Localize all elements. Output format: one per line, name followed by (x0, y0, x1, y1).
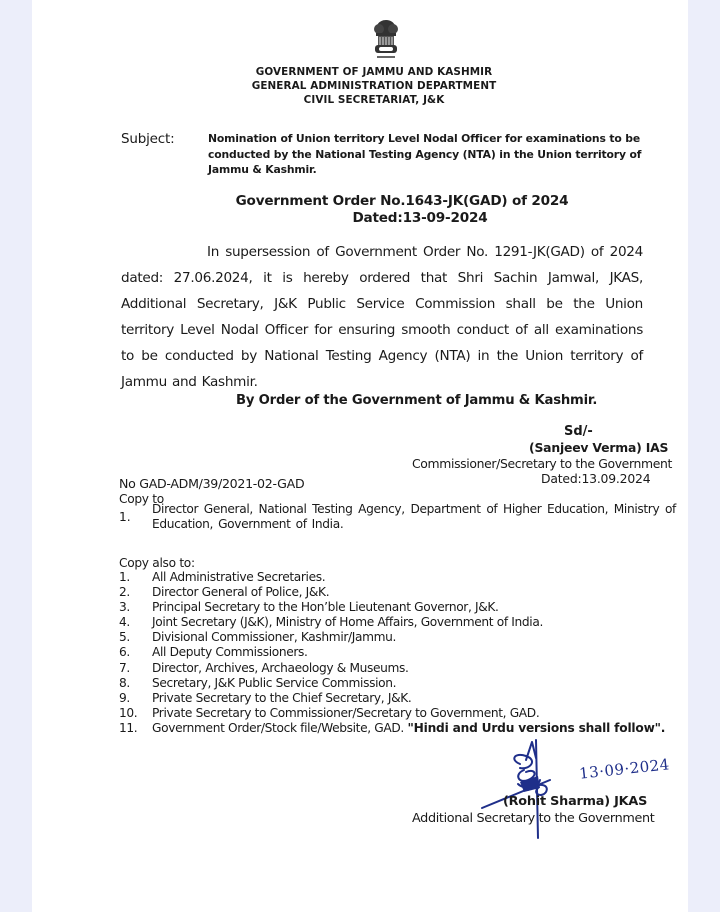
list-item-number: 11. (119, 720, 138, 735)
order-date: Dated:13-09-2024 (352, 210, 488, 226)
copy-also-list (119, 570, 665, 736)
list-item (119, 615, 665, 630)
list-item-number: 3. (119, 600, 130, 615)
list-item-text: Government Order/Stock file/Website, GAD. (152, 720, 404, 735)
list-item (119, 706, 665, 721)
list-item-text: Principal Secretary to the Hon’ble Lieutenant Governor, J&K. (152, 600, 499, 615)
list-item-text: Divisional Commissioner, Kashmir/Jammu. (152, 630, 397, 645)
signatory-name: (Sanjeev Verma) IAS (529, 440, 669, 455)
list-item (119, 630, 665, 645)
by-order-line: By Order of the Government of Jammu & Kashmir. (236, 393, 598, 408)
signatory-designation: Commissioner/Secretary to the Government (412, 456, 672, 471)
list-item (119, 570, 665, 585)
list-item (119, 691, 665, 706)
header-department: GENERAL ADMINISTRATION DEPARTMENT (251, 80, 497, 92)
reference-number: No GAD-ADM/39/2021-02-GAD (119, 476, 305, 491)
handwritten-date: 13·09·2024 (578, 755, 671, 783)
list-item (119, 661, 665, 676)
subject-label: Subject: (121, 131, 175, 147)
subject-text: Nomination of Union territory Level Nodal Officer for examinations to be conducted by the National Testing Agency (NTA) in the Union territory of Jammu & Kashmir. (208, 132, 642, 176)
language-note: "Hindi and Urdu versions shall follow". (407, 720, 666, 735)
header-secretariat: CIVIL SECRETARIAT, J&K (303, 94, 445, 106)
list-item-number: 6. (119, 645, 130, 660)
list-item-number: 8. (119, 675, 130, 690)
copy-to-label: Copy to (119, 492, 164, 506)
header-government: GOVERNMENT OF JAMMU AND KASHMIR (255, 66, 493, 78)
list-item-number: 4. (119, 615, 130, 630)
list-item-text: All Administrative Secretaries. (152, 570, 326, 584)
list-item-text: Joint Secretary (J&K), Ministry of Home Affairs, Government of India. (152, 615, 543, 630)
list-item-text: Private Secretary to Commissioner/Secretary to Government, GAD. (152, 705, 540, 720)
list-item-number: 9. (119, 690, 130, 705)
list-item-text: Secretary, J&K Public Service Commission. (152, 675, 397, 690)
copy-to-item-text: Director General, National Testing Agency, Department of Higher Education, Ministry of Education, Government of India. (152, 502, 676, 531)
list-item (119, 645, 665, 660)
list-item-text: Director General of Police, J&K. (152, 585, 330, 600)
copy-also-label: Copy also to: (119, 556, 195, 570)
list-item-number: 10. (119, 705, 138, 720)
list-item-text: Director, Archives, Archaeology & Museums. (152, 660, 409, 675)
order-body: In supersession of Government Order No. 1291-JK(GAD) of 2024 dated: 27.06.2024, it is hereby ordered that Shri Sachin Jamwal, JKAS, Additional Secretary, J&K Public Service Commission shall be the Union territory Level Nodal Officer for ensuring smooth conduct of all examinations to be conducted by National Testing Agency (NTA) in the Union territory of Jammu and Kashmir. (121, 244, 643, 390)
copy-to-item-number: 1. (119, 510, 131, 524)
endorser-name: (Rohit Sharma) JKAS (503, 794, 648, 809)
list-item-text: Private Secretary to the Chief Secretary, J&K. (152, 690, 412, 705)
list-item-number: 7. (119, 660, 130, 675)
list-item-number: 2. (119, 585, 130, 600)
list-item (119, 676, 665, 691)
list-item-number: 1. (119, 570, 130, 584)
list-item-text: All Deputy Commissioners. (152, 645, 308, 660)
national-emblem-icon (369, 18, 403, 62)
endorser-designation: Additional Secretary to the Government (412, 811, 655, 826)
order-title: Government Order No.1643-JK(GAD) of 2024 (235, 193, 569, 209)
list-item-number: 5. (119, 630, 130, 645)
list-item (119, 585, 665, 600)
list-item (119, 600, 665, 615)
document-page (32, 0, 688, 912)
signatory-date: Dated:13.09.2024 (541, 471, 651, 486)
signed-mark: Sd/- (564, 424, 593, 439)
